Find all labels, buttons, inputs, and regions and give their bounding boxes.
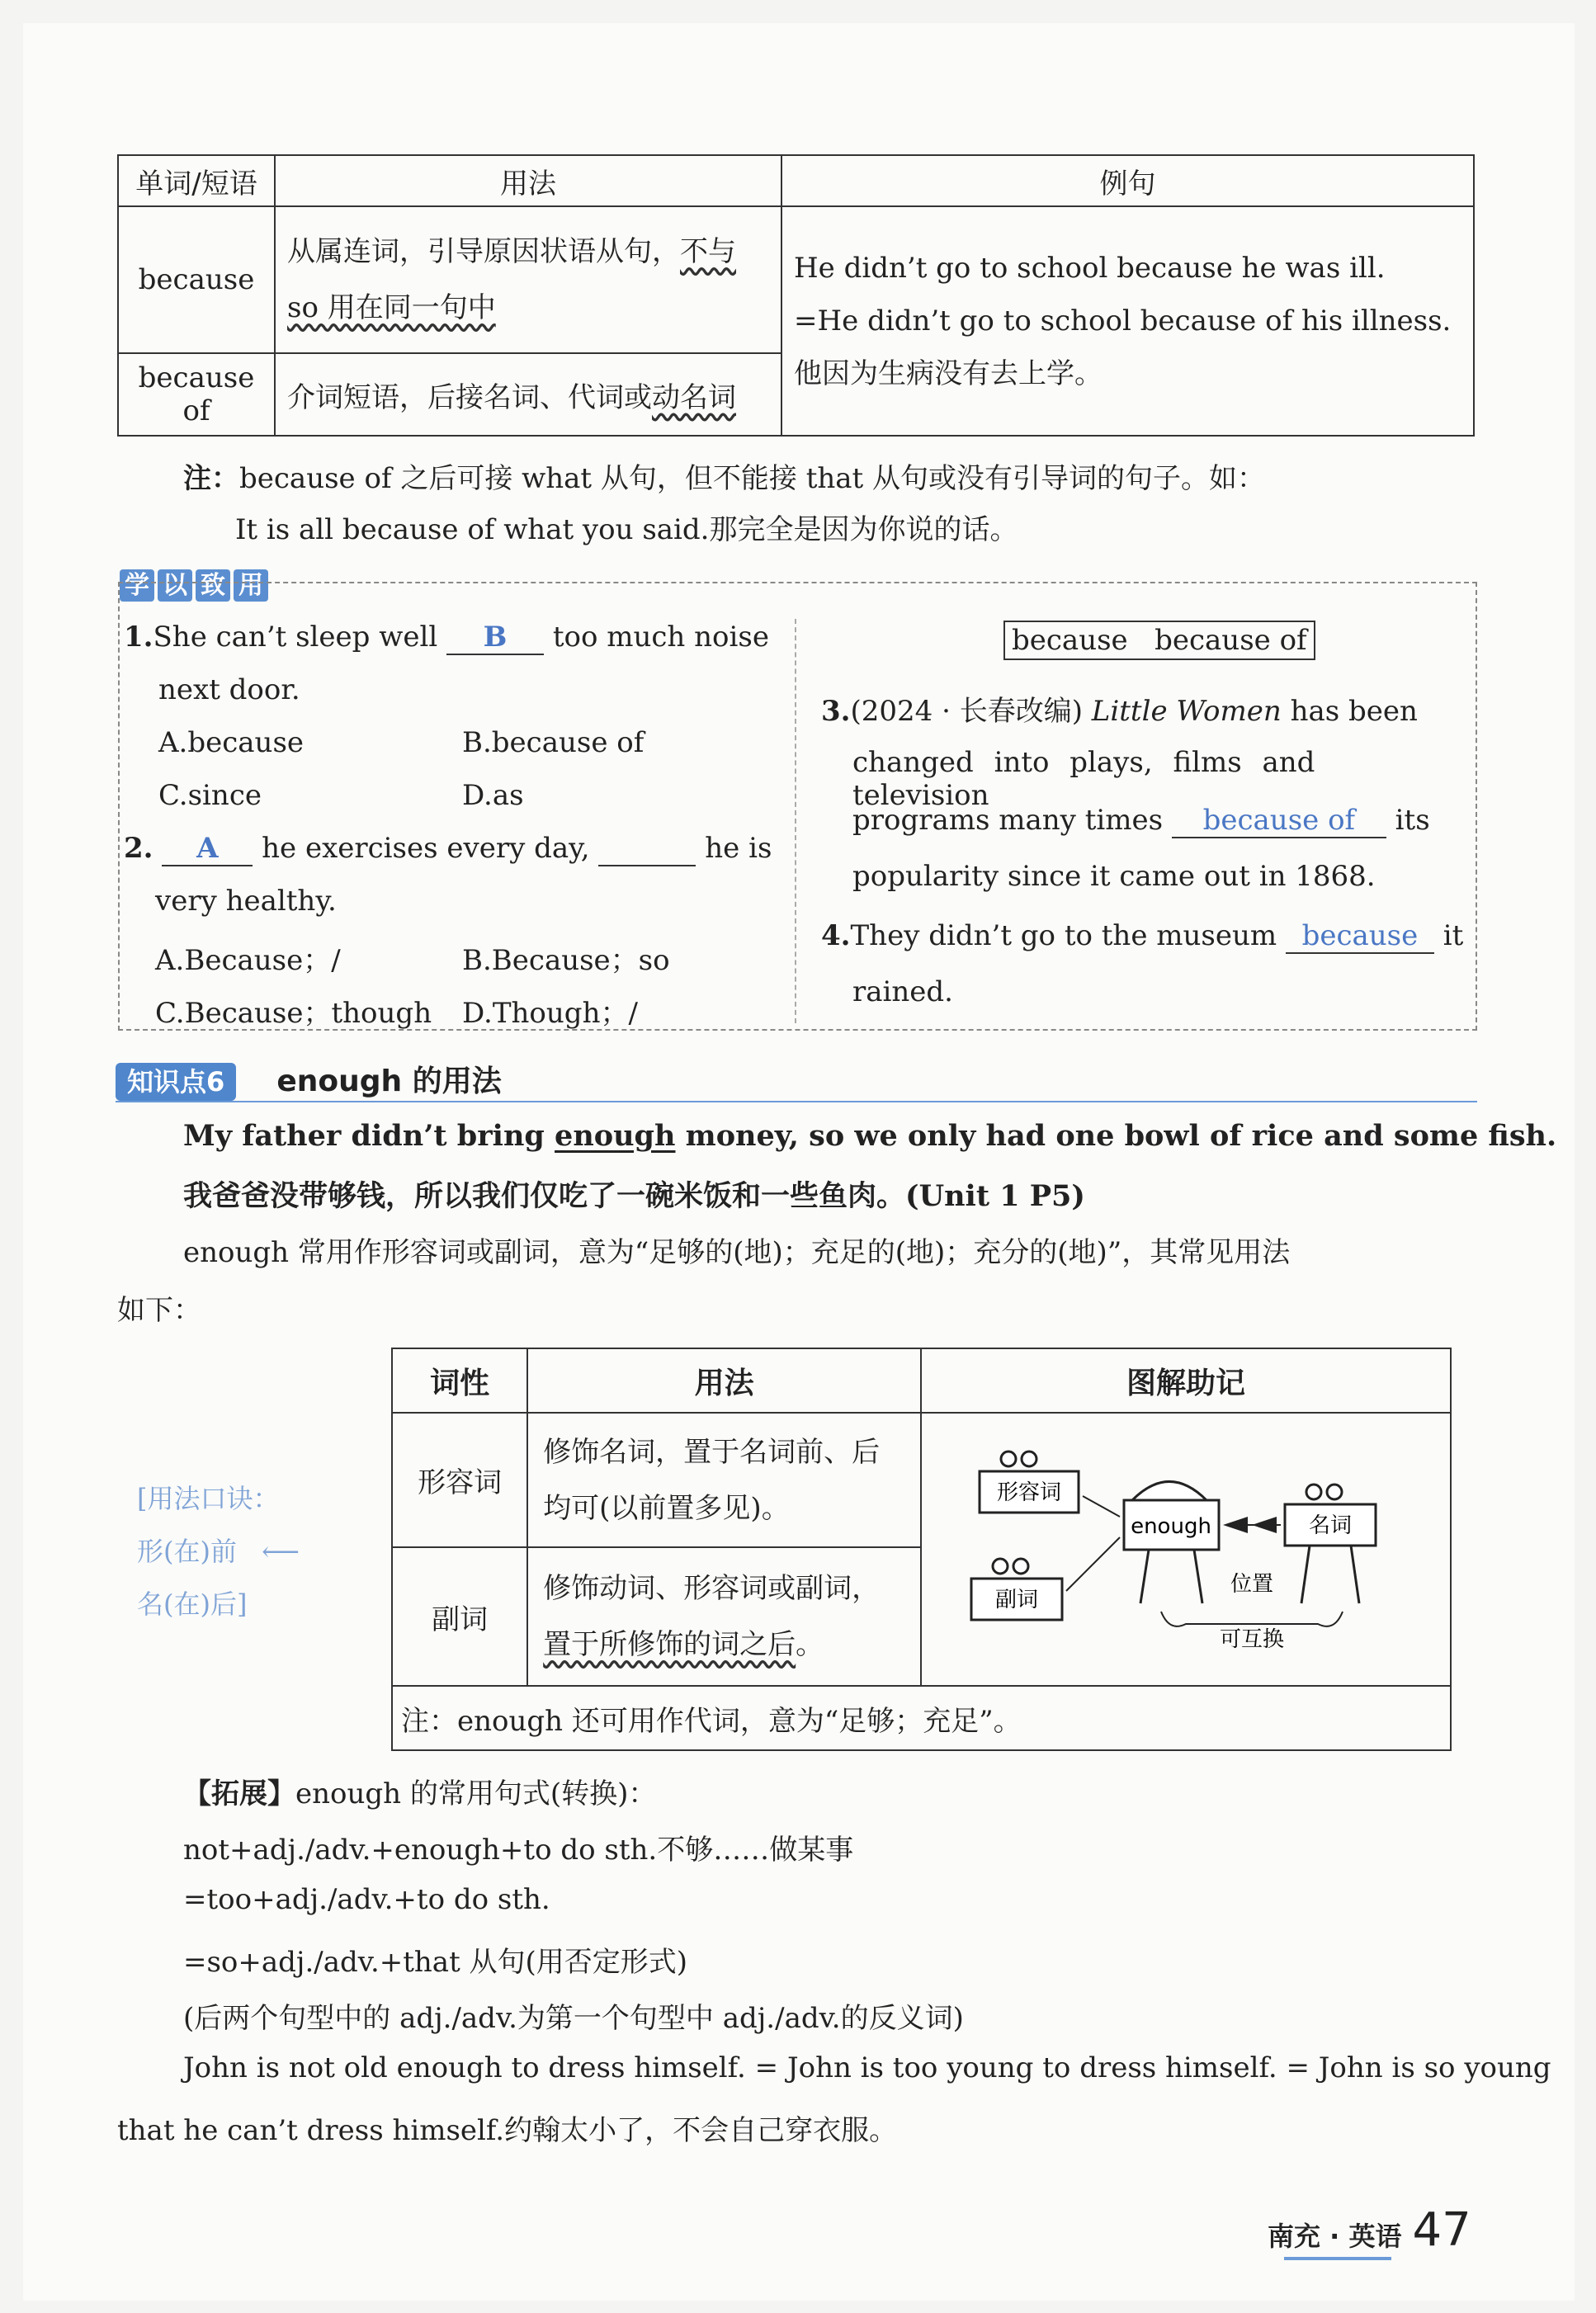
q2-option-c: C.Because；though bbox=[155, 997, 432, 1030]
q1-option-c: C.since bbox=[158, 779, 262, 812]
footer-book: 南充 · 英语 bbox=[1268, 2221, 1402, 2252]
pos-adverb: 副词 bbox=[392, 1547, 527, 1686]
svg-text:名词: 名词 bbox=[1308, 1513, 1353, 1538]
q2-blank bbox=[598, 832, 696, 866]
usage-adverb: 修饰动词、形容词或副词， 置于所修饰的词之后。 bbox=[527, 1547, 921, 1686]
question-3: 3.(2024 · 长春改编) Little Women has been bbox=[821, 695, 1418, 728]
svg-text:位置: 位置 bbox=[1230, 1572, 1274, 1597]
word-box: because because of bbox=[1003, 621, 1315, 660]
adjective-figure bbox=[980, 1452, 1079, 1513]
kp6-intro: enough 常用作形容词或副词，意为“足够的(地)；充足的(地)；充分的(地)”，其常见用法 bbox=[183, 1236, 1291, 1269]
usage-table-because bbox=[117, 154, 1475, 437]
kp6-header bbox=[116, 1058, 1477, 1102]
practice-badge: 学 以 致 用 bbox=[120, 564, 272, 601]
kp6-sentence-cn: 我爸爸没带够钱，所以我们仅吃了一碗米饭和一些鱼肉。(Unit 1 P5) bbox=[183, 1179, 1085, 1213]
q1-option-b: B.because of bbox=[462, 726, 645, 759]
svg-text:enough: enough bbox=[1131, 1514, 1211, 1539]
q4-answer: because bbox=[1286, 919, 1434, 954]
enough-position-diagram bbox=[922, 1414, 1450, 1678]
q1-answer: B bbox=[446, 621, 544, 655]
expand-example: John is not old enough to dress himself. = John is too young to dress himself. = John is so young bbox=[183, 2051, 1551, 2084]
adverb-figure bbox=[971, 1559, 1062, 1620]
question-2: 2. A he exercises every day, he is bbox=[124, 832, 772, 865]
expand-pattern-2: =too+adj./adv.+to do sth. bbox=[183, 1883, 550, 1916]
q2-line2: very healthy. bbox=[155, 885, 337, 918]
q1-line2: next door. bbox=[158, 673, 300, 706]
q2-option-d: D.Though；/ bbox=[462, 997, 638, 1030]
q2-option-b: B.Because；so bbox=[462, 944, 670, 977]
svg-text:可互换: 可互换 bbox=[1219, 1627, 1285, 1652]
note-because-of: 注：because of 之后可接 what 从句，但不能接 that 从句或没有引导词的句子。如： bbox=[183, 462, 1265, 495]
kp6-sentence-en: My father didn’t bring enough money, so we only had one bowl of rice and some fish. bbox=[183, 1119, 1557, 1153]
svg-text:形容词: 形容词 bbox=[996, 1480, 1062, 1505]
col-header-word: 单词/短语 bbox=[118, 155, 275, 206]
footer bbox=[1268, 2203, 1471, 2260]
question-1: 1.She can’t sleep well B too much noise bbox=[124, 621, 769, 654]
kp6-title: enough 的用法 bbox=[276, 1064, 502, 1098]
q1-option-d: D.as bbox=[462, 779, 524, 812]
usage-table-enough bbox=[391, 1348, 1452, 1751]
q3-line3: programs many times because of its bbox=[852, 804, 1430, 837]
practice-divider bbox=[795, 619, 796, 1023]
col-header-diagram: 图解助记 bbox=[921, 1348, 1451, 1413]
q2-answer: A bbox=[162, 832, 253, 866]
q3-line4: popularity since it came out in 1868. bbox=[852, 860, 1376, 893]
col-header-pos: 词性 bbox=[392, 1348, 527, 1413]
usage-adjective: 修饰名词，置于名词前、后均可(以前置多见)。 bbox=[527, 1413, 921, 1547]
expand-pattern-1: not+adj./adv.+enough+to do sth.不够……做某事 bbox=[183, 1834, 854, 1867]
svg-text:副词: 副词 bbox=[994, 1588, 1039, 1612]
expand-example-2: that he can’t dress himself.约翰太小了，不会自己穿衣服。 bbox=[117, 2114, 898, 2147]
page-number: 47 bbox=[1412, 2203, 1471, 2257]
q4-line2: rained. bbox=[852, 975, 953, 1008]
mnemonic-note: [用法口诀： 形(在)前 ⟵ 名(在)后] bbox=[137, 1483, 300, 1620]
q3-answer: because of bbox=[1172, 804, 1386, 838]
noun-figure bbox=[1285, 1485, 1376, 1603]
diagram-cell bbox=[921, 1413, 1451, 1686]
usage-because: 从属连词，引导原因状语从句，不与 so 用在同一句中 bbox=[275, 206, 781, 353]
col-header-usage: 用法 bbox=[275, 155, 781, 206]
col-header-example: 例句 bbox=[781, 155, 1474, 206]
col-header-usage2: 用法 bbox=[527, 1348, 921, 1413]
q2-option-a: A.Because；/ bbox=[155, 944, 341, 977]
example-cell: He didn’t go to school because he was ill. =He didn’t go to school because of his illness. 他因为生病没有去上学。 bbox=[781, 206, 1474, 436]
kp6-intro-2: 如下： bbox=[117, 1294, 201, 1327]
note-example: It is all because of what you said.那完全是因为你说的话。 bbox=[235, 513, 1018, 546]
table2-note: 注：enough 还可用作代词，意为“足够；充足”。 bbox=[392, 1686, 1451, 1750]
question-4: 4.They didn’t go to the museum because it bbox=[821, 919, 1464, 952]
q1-option-a: A.because bbox=[158, 726, 305, 759]
expand-note: (后两个句型中的 adj./adv.为第一个句型中 adj./adv.的反义词) bbox=[183, 2002, 964, 2035]
usage-because-of: 介词短语，后接名词、代词或动名词 bbox=[275, 353, 781, 436]
word-because: because bbox=[118, 206, 275, 353]
q3-line2: changed into plays, films and television bbox=[852, 746, 1315, 812]
kp6-badge: 知识点6 bbox=[116, 1063, 236, 1101]
expand-pattern-3: =so+adj./adv.+that 从句(用否定形式) bbox=[183, 1946, 688, 1979]
expand-heading: 【拓展】enough 的常用句式(转换)： bbox=[183, 1777, 657, 1810]
pos-adjective: 形容词 bbox=[392, 1413, 527, 1547]
enough-figure bbox=[1124, 1482, 1219, 1604]
word-because-of: because of bbox=[118, 353, 275, 436]
